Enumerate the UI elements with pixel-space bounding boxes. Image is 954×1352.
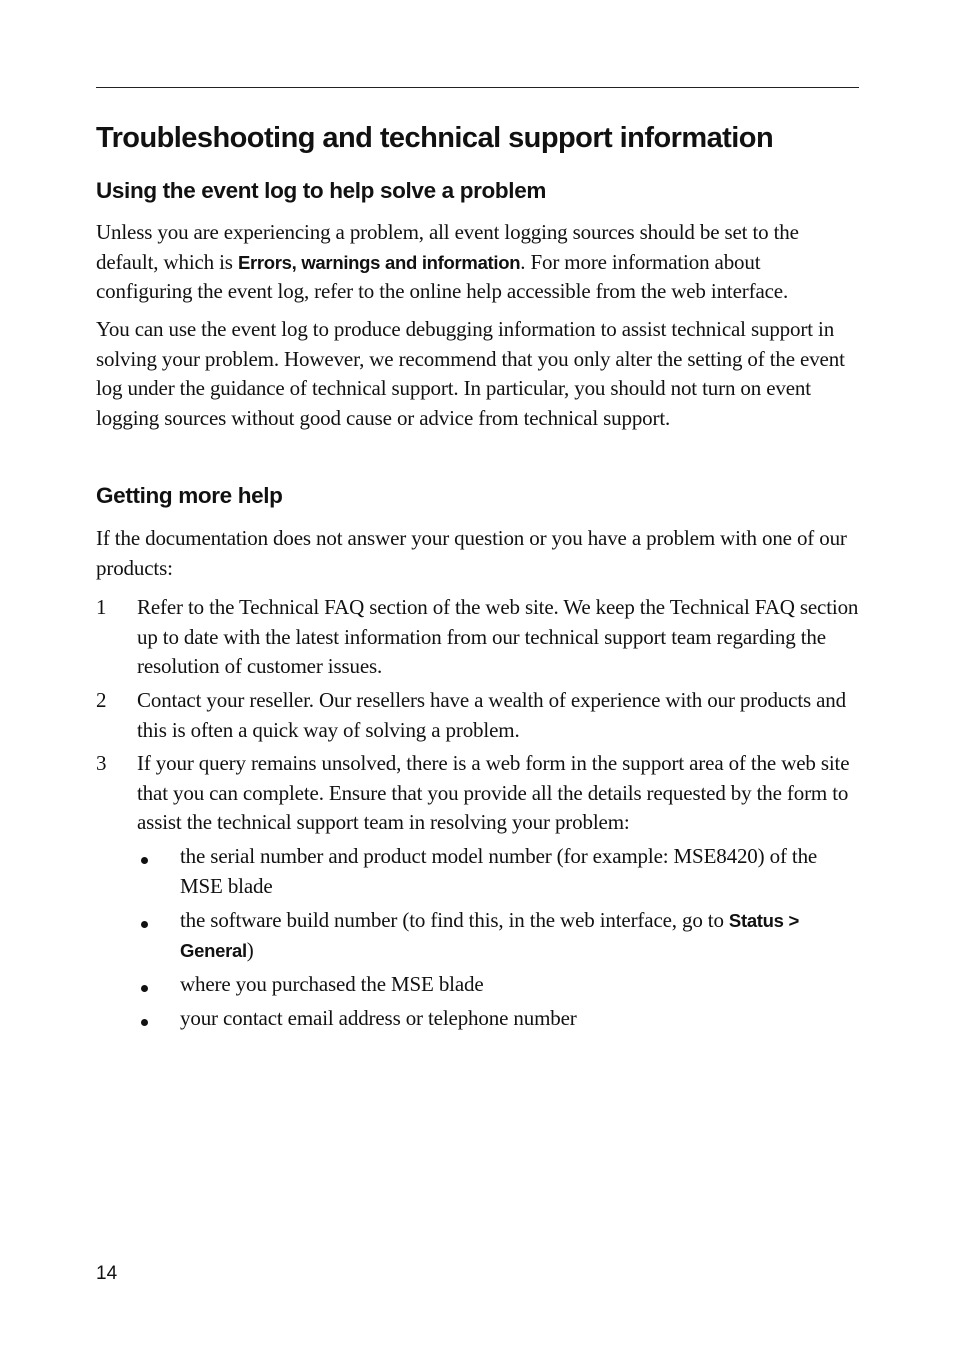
paragraph-text: . For more information about configuring the event log, refer to the online help accessible from the web interface. bbox=[96, 249, 789, 304]
bullet-icon bbox=[141, 1019, 151, 1029]
bullet-item: your contact email address or telephone number bbox=[180, 1006, 577, 1030]
bullet-item bbox=[180, 906, 859, 965]
bullet-icon bbox=[141, 921, 151, 931]
section-heading-event-log: Using the event log to help solve a problem bbox=[96, 178, 547, 203]
step-text: Contact your reseller. Our resellers have a wealth of experience with our products and this is often a quick way of solving a problem. bbox=[137, 688, 846, 742]
step-text: If your query remains unsolved, there is a web form in the support area of the web site that you can complete. Ensure that you provide all the details requested by the form to assist the technical support team in resolving your problem: bbox=[137, 751, 850, 835]
step-number: 2 bbox=[96, 688, 107, 712]
step-number: 1 bbox=[96, 595, 107, 619]
page-title: Troubleshooting and technical support information bbox=[96, 122, 774, 154]
menu-path: Status > General bbox=[180, 910, 800, 961]
bullet-text: ) bbox=[246, 937, 254, 962]
bullet-icon bbox=[141, 857, 151, 867]
more-help-intro: If the documentation does not answer your question or you have a problem with one of our products: bbox=[96, 526, 847, 580]
bullet-text: the software build number (to find this, in the web interface, go to bbox=[180, 908, 729, 932]
bullet-item: the serial number and product model number (for example: MSE8420) of the MSE blade bbox=[180, 844, 818, 898]
bullet-icon bbox=[141, 985, 151, 995]
paragraph-text: Unless you are experiencing a problem, all event logging sources should be set to the default, which is bbox=[96, 220, 799, 274]
step-number: 3 bbox=[96, 751, 107, 775]
event-log-paragraph-2: You can use the event log to produce debugging information to assist technical support in solving your problem. However, we recommend that you only alter the setting of the event log under the guidance of technical support. In particular, you should not turn on event logging sources without good cause or advice from technical support. bbox=[96, 317, 845, 430]
step-text: Refer to the Technical FAQ section of the web site. We keep the Technical FAQ section up to date with the latest information from our technical support team regarding the resolution of customer issues. bbox=[137, 595, 859, 679]
bold-term: Errors, warnings and information bbox=[237, 251, 521, 273]
top-rule bbox=[96, 87, 859, 88]
page-number: 14 bbox=[96, 1263, 118, 1284]
section-heading-more-help: Getting more help bbox=[96, 483, 283, 508]
bullet-item: where you purchased the MSE blade bbox=[180, 972, 484, 996]
event-log-paragraph-1 bbox=[96, 218, 859, 307]
